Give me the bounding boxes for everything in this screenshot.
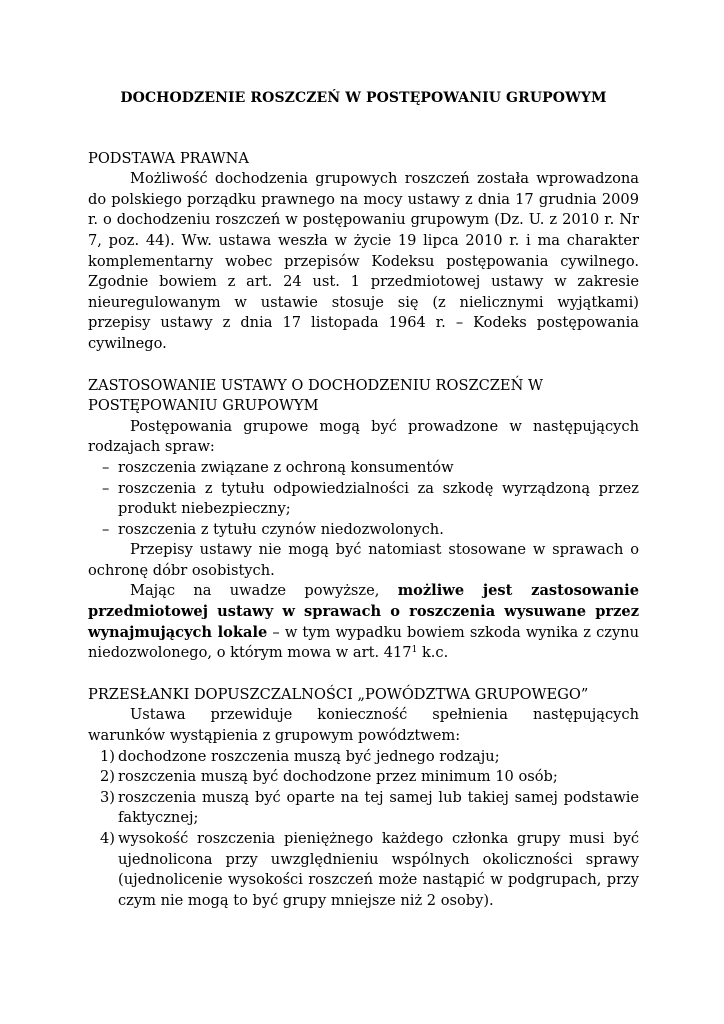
- list-item: – roszczenia z tytułu odpowiedzialności za szkodę wyrządzoną przez produkt niebezpieczny;: [102, 479, 639, 518]
- dash-marker: –: [102, 479, 110, 497]
- dash-marker: –: [102, 520, 110, 538]
- dash-marker: –: [102, 458, 110, 476]
- bold-text: możliwe jest zastosowanie przedmiotowej ustawy w sprawach o roszczenia wysuwane przez wynajmujących lokale: [88, 582, 639, 641]
- section-heading: ZASTOSOWANIE USTAWY O DOCHODZENIU ROSZCZEŃ W POSTĘPOWANIU GRUPOWYM: [88, 376, 543, 415]
- number-marker: 4): [100, 830, 115, 847]
- paragraph: Możliwość dochodzenia grupowych roszczeń została wprowadzona do polskiego porządku prawnego na mocy ustawy z dnia 17 grudnia 2009 r. o dochodzeniu roszczeń w postępowaniu grupowym (Dz. U. z 2010 r. Nr 7, poz. 44). Ww. ustawa weszła w życie 19 lipca 2010 r. i ma charakter komplementarny wobec przepisów Kodeksu postępowania cywilnego. Zgodnie bowiem z art. 24 ust. 1 przedmiotowej ustawy w zakresie nieuregulowanym w ustawie stosuje się (z nielicznymi wyjątkami) przepisy ustawy z dnia 17 listopada 1964 r. – Kodeks postępowania cywilnego.: [88, 170, 639, 352]
- section-heading: PODSTAWA PRAWNA: [88, 149, 249, 167]
- conditions-list: [88, 747, 639, 912]
- number-marker: 3): [100, 788, 115, 806]
- section-heading: PRZESŁANKI DOPUSZCZALNOŚCI „POWÓDZTWA GRUPOWEGO”: [88, 685, 589, 703]
- paragraph: Postępowania grupowe mogą być prowadzone w następujących rodzajach spraw:: [88, 417, 639, 456]
- section-conditions: [88, 685, 639, 912]
- superscript: 1: [411, 645, 418, 656]
- list-item: – roszczenia z tytułu czynów niedozwolonych.: [88, 520, 639, 541]
- case-type-list: [88, 458, 639, 540]
- list-item: 1) dochodzone roszczenia muszą być jednego rodzaju;: [88, 747, 639, 768]
- list-item: 2) roszczenia muszą być dochodzone przez minimum 10 osób;: [88, 767, 639, 788]
- list-item: 4) wysokość roszczenia pieniężnego każdego członka grupy musi być ujednolicona przy uwzględnieniu wspólnych okoliczności sprawy (ujednolicenie wysokości roszczeń może nastąpić w podgrupach, przy czym nie mogą to być grupy mniejsze niż 2 osoby).: [100, 830, 639, 909]
- paragraph: Ustawa przewiduje konieczność spełnienia następujących warunków wystąpienia z grupowym powództwem:: [88, 706, 639, 745]
- section-application: [88, 376, 639, 664]
- paragraph: Przepisy ustawy nie mogą być natomiast stosowane w sprawach o ochronę dóbr osobistych.: [88, 541, 639, 579]
- paragraph: Mając na uwadze powyższe, możliwe jest zastosowanie przedmiotowej ustawy w sprawach o roszczenia wysuwane przez wynajmujących lokale – w tym wypadku bowiem szkoda wynika z czynu niedozwolonego, o którym mowa w art. $417^1$ k.c.: [88, 582, 640, 662]
- list-item: – roszczenia związane z ochroną konsumentów: [88, 458, 639, 479]
- number-marker: 2): [100, 768, 115, 786]
- section-legal-basis: [88, 149, 639, 355]
- number-marker: 1): [100, 747, 115, 765]
- document-title: DOCHODZENIE ROSZCZEŃ W POSTĘPOWANIU GRUPOWYM: [120, 90, 607, 106]
- list-item: 3) roszczenia muszą być oparte na tej samej lub takiej samej podstawie faktycznej;: [100, 788, 639, 827]
